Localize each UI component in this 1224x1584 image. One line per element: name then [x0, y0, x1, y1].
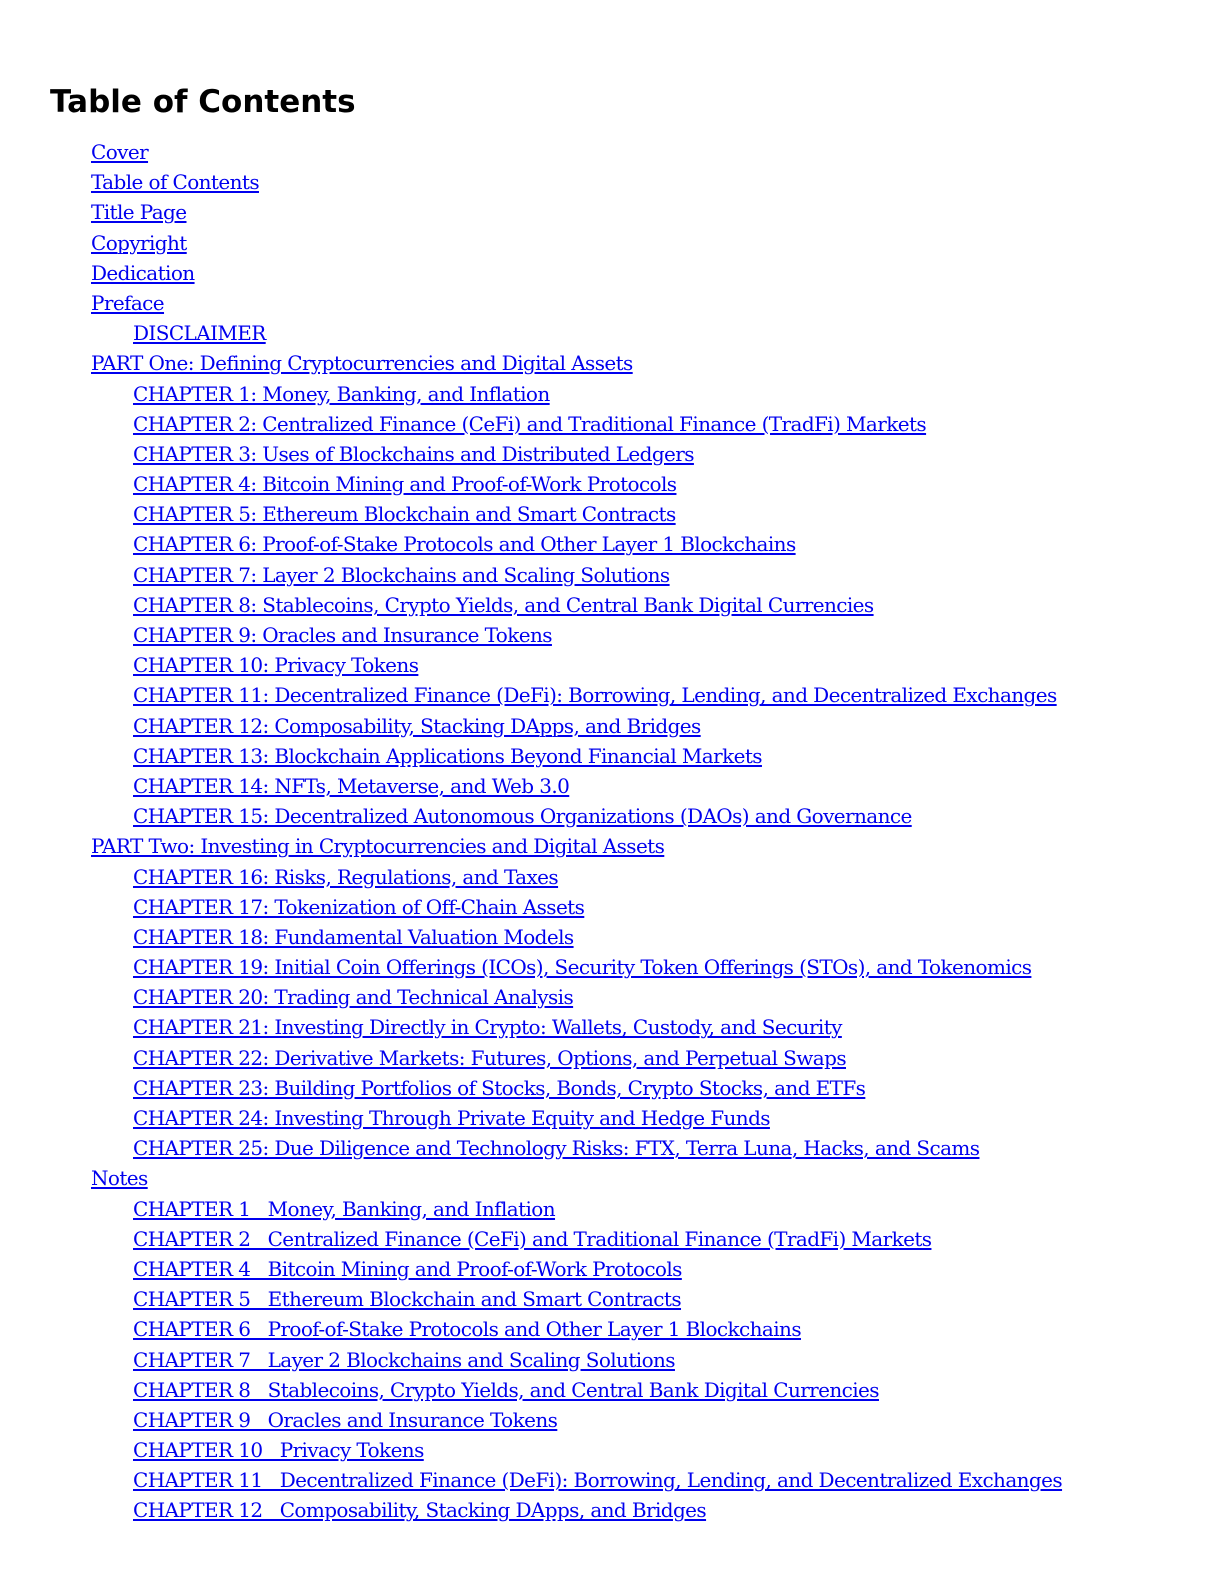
toc-link[interactable]: CHAPTER 2 Centralized Finance (CeFi) and Traditional Finance (TradFi) Markets	[133, 1226, 932, 1251]
toc-entry-top-level	[0, 348, 1224, 378]
toc-link[interactable]: CHAPTER 1: Money, Banking, and Inflation	[133, 381, 550, 406]
toc-link[interactable]: CHAPTER 3: Uses of Blockchains and Distributed Ledgers	[133, 441, 694, 466]
toc-entry-sub-level	[0, 1405, 1224, 1435]
toc-link[interactable]: Copyright	[91, 230, 187, 255]
toc-entry-sub-level	[0, 620, 1224, 650]
toc-entry-sub-level	[0, 1435, 1224, 1465]
toc-entry-sub-level	[0, 560, 1224, 590]
toc-link[interactable]: Dedication	[91, 260, 195, 285]
toc-entry-sub-level	[0, 469, 1224, 499]
toc-entry-sub-level	[0, 590, 1224, 620]
toc-link[interactable]: CHAPTER 1 Money, Banking, and Inflation	[133, 1196, 556, 1221]
toc-link[interactable]: CHAPTER 9 Oracles and Insurance Tokens	[133, 1407, 558, 1432]
toc-link[interactable]: CHAPTER 13: Blockchain Applications Beyond Financial Markets	[133, 743, 762, 768]
toc-link[interactable]: CHAPTER 7 Layer 2 Blockchains and Scaling Solutions	[133, 1347, 675, 1372]
toc-entry-sub-level	[0, 1465, 1224, 1495]
toc-link[interactable]: CHAPTER 14: NFTs, Metaverse, and Web 3.0	[133, 773, 570, 798]
toc-link[interactable]: Cover	[91, 140, 149, 164]
toc-link[interactable]: CHAPTER 24: Investing Through Private Equity and Hedge Funds	[133, 1106, 770, 1130]
toc-link[interactable]: CHAPTER 11 Decentralized Finance (DeFi): Borrowing, Lending, and Decentralized Exchanges	[133, 1468, 1063, 1493]
toc-link[interactable]: CHAPTER 6: Proof-of-Stake Protocols and Other Layer 1 Blockchains	[133, 532, 796, 557]
toc-entry-sub-level	[0, 1103, 1224, 1133]
page-title: Table of Contents	[50, 84, 356, 120]
toc-link[interactable]: DISCLAIMER	[133, 321, 266, 346]
toc-link[interactable]: CHAPTER 12 Composability, Stacking DApps, and Bridges	[133, 1498, 707, 1523]
toc-entry-sub-level	[0, 499, 1224, 529]
toc-entry-sub-level	[0, 409, 1224, 439]
toc-entry-sub-level	[0, 529, 1224, 559]
toc-link[interactable]: CHAPTER 15: Decentralized Autonomous Organizations (DAOs) and Governance	[133, 804, 912, 829]
toc-list	[0, 137, 1224, 1526]
toc-entry-sub-level	[0, 680, 1224, 710]
toc-link[interactable]: CHAPTER 4: Bitcoin Mining and Proof-of-Work Protocols	[133, 472, 677, 497]
toc-link[interactable]: CHAPTER 22: Derivative Markets: Futures, Options, and Perpetual Swaps	[133, 1045, 846, 1070]
toc-link[interactable]: CHAPTER 2: Centralized Finance (CeFi) and Traditional Finance (TradFi) Markets	[133, 411, 927, 436]
toc-entry-sub-level	[0, 801, 1224, 831]
toc-entry-sub-level	[0, 1073, 1224, 1103]
toc-link[interactable]: CHAPTER 18: Fundamental Valuation Models	[133, 924, 574, 949]
toc-entry-sub-level	[0, 379, 1224, 409]
toc-link[interactable]: CHAPTER 23: Building Portfolios of Stocks, Bonds, Crypto Stocks, and ETFs	[133, 1075, 866, 1100]
toc-link[interactable]: CHAPTER 17: Tokenization of Off-Chain Assets	[133, 894, 585, 919]
toc-link[interactable]: CHAPTER 19: Initial Coin Offerings (ICOs), Security Token Offerings (STOs), and Tokenomics	[133, 955, 1032, 980]
toc-link[interactable]: CHAPTER 16: Risks, Regulations, and Taxes	[133, 864, 559, 889]
toc-entry-sub-level	[0, 1284, 1224, 1314]
toc-link[interactable]: CHAPTER 7: Layer 2 Blockchains and Scaling Solutions	[133, 562, 670, 587]
toc-link[interactable]: CHAPTER 5 Ethereum Blockchain and Smart Contracts	[133, 1287, 682, 1312]
toc-entry-sub-level	[0, 650, 1224, 680]
toc-link[interactable]: CHAPTER 21: Investing Directly in Crypto: Wallets, Custody, and Security	[133, 1015, 842, 1040]
toc-entry-top-level	[0, 831, 1224, 861]
toc-entry-sub-level	[0, 741, 1224, 771]
toc-entry-sub-level	[0, 922, 1224, 952]
toc-entry-sub-level	[0, 982, 1224, 1012]
toc-entry-top-level	[0, 288, 1224, 318]
toc-entry-sub-level	[0, 892, 1224, 922]
toc-link[interactable]: CHAPTER 12: Composability, Stacking DApps, and Bridges	[133, 713, 701, 738]
toc-entry-sub-level	[0, 711, 1224, 741]
toc-entry-top-level	[0, 167, 1224, 197]
toc-entry-sub-level	[0, 952, 1224, 982]
toc-link[interactable]: CHAPTER 10: Privacy Tokens	[133, 653, 419, 678]
toc-link[interactable]: CHAPTER 8: Stablecoins, Crypto Yields, and Central Bank Digital Currencies	[133, 592, 874, 617]
toc-entry-sub-level	[0, 1345, 1224, 1375]
toc-entry-sub-level	[0, 1043, 1224, 1073]
toc-link[interactable]: Table of Contents	[91, 170, 259, 195]
toc-link[interactable]: CHAPTER 10 Privacy Tokens	[133, 1438, 424, 1463]
toc-link[interactable]: CHAPTER 4 Bitcoin Mining and Proof-of-Work Protocols	[133, 1256, 682, 1281]
toc-entry-sub-level	[0, 1224, 1224, 1254]
toc-link[interactable]: CHAPTER 9: Oracles and Insurance Tokens	[133, 623, 552, 647]
toc-entry-sub-level	[0, 771, 1224, 801]
toc-entry-sub-level	[0, 862, 1224, 892]
toc-entry-sub-level	[0, 1133, 1224, 1163]
toc-entry-sub-level	[0, 1375, 1224, 1405]
toc-entry-top-level	[0, 258, 1224, 288]
toc-entry-sub-level	[0, 1495, 1224, 1525]
toc-link[interactable]: CHAPTER 8 Stablecoins, Crypto Yields, and Central Bank Digital Currencies	[133, 1377, 879, 1402]
toc-entry-sub-level	[0, 318, 1224, 348]
toc-link[interactable]: CHAPTER 25: Due Diligence and Technology Risks: FTX, Terra Luna, Hacks, and Scams	[133, 1136, 980, 1161]
toc-link[interactable]: Preface	[91, 290, 165, 315]
toc-entry-top-level	[0, 1163, 1224, 1193]
toc-link[interactable]: Title Page	[91, 200, 187, 225]
toc-link[interactable]: CHAPTER 20: Trading and Technical Analysis	[133, 985, 574, 1010]
toc-entry-top-level	[0, 228, 1224, 258]
toc-entry-sub-level	[0, 1194, 1224, 1224]
toc-link[interactable]: PART Two: Investing in Cryptocurrencies and Digital Assets	[91, 834, 665, 859]
toc-entry-top-level	[0, 197, 1224, 227]
toc-entry-sub-level	[0, 1254, 1224, 1284]
toc-entry-sub-level	[0, 1012, 1224, 1042]
toc-entry-sub-level	[0, 1314, 1224, 1344]
toc-link[interactable]: CHAPTER 6 Proof-of-Stake Protocols and Other Layer 1 Blockchains	[133, 1317, 801, 1342]
toc-entry-top-level	[0, 137, 1224, 167]
toc-link[interactable]: CHAPTER 11: Decentralized Finance (DeFi): Borrowing, Lending, and Decentralized Exchanges	[133, 683, 1057, 708]
toc-link[interactable]: Notes	[91, 1166, 148, 1191]
toc-entry-sub-level	[0, 439, 1224, 469]
toc-link[interactable]: PART One: Defining Cryptocurrencies and Digital Assets	[91, 351, 633, 376]
toc-link[interactable]: CHAPTER 5: Ethereum Blockchain and Smart Contracts	[133, 502, 676, 527]
